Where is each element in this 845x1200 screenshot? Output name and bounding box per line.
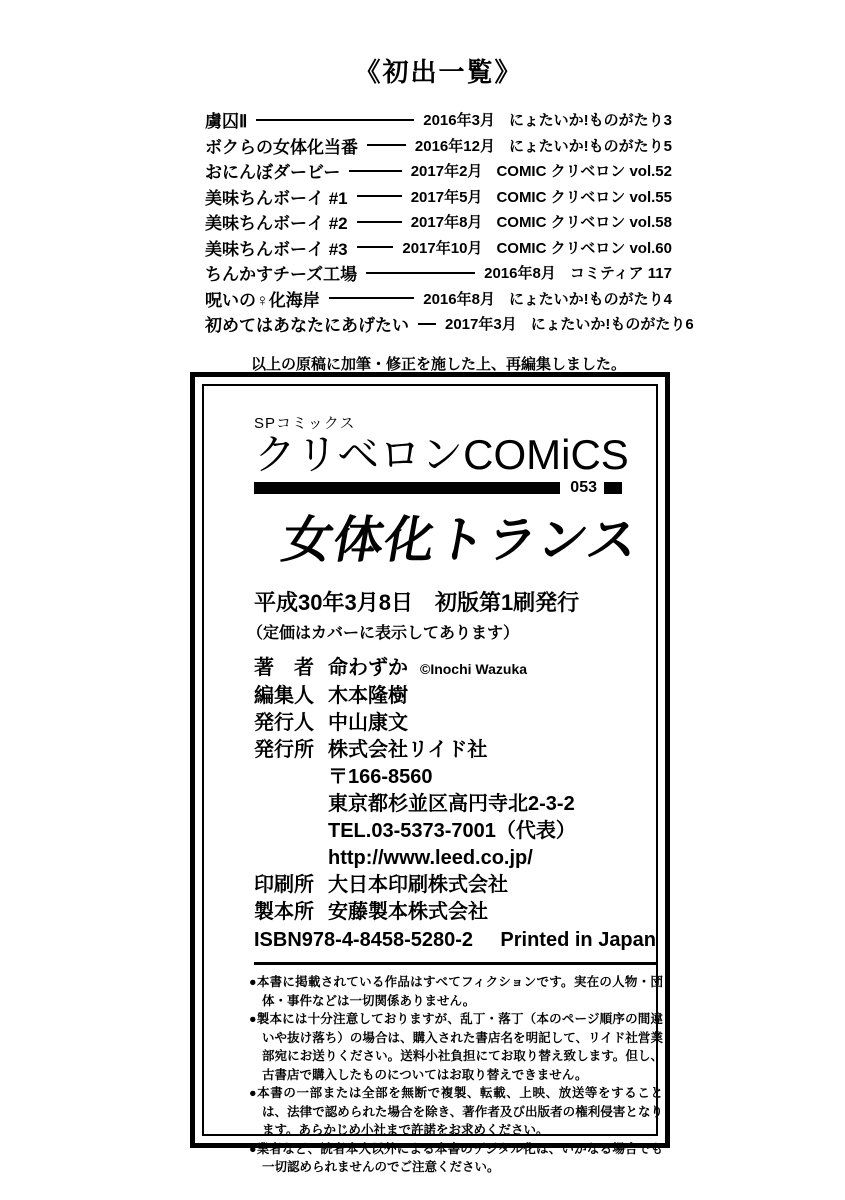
work-date: 2016年8月 — [484, 265, 556, 283]
credit-row — [254, 655, 656, 683]
credit-row — [254, 683, 656, 710]
work-title: 初めてはあなたにあげたい — [205, 316, 409, 336]
leader-line — [418, 323, 436, 325]
work-source: にょたいか!ものがたり5 — [508, 137, 672, 155]
credit-row — [254, 818, 656, 845]
work-source: にょたいか!ものがたり6 — [530, 316, 694, 334]
work-date: 2016年3月 — [423, 112, 495, 130]
work-source: COMIC クリベロン vol.55 — [496, 188, 672, 206]
credit-label: 印刷所 — [254, 874, 314, 897]
credit-row — [254, 845, 656, 872]
work-title: ちんかすチーズ工場 — [205, 265, 358, 285]
leader-line — [329, 297, 414, 299]
colophon-box — [190, 372, 670, 1175]
work-row — [205, 286, 672, 312]
credit-label: 発行所 — [254, 739, 314, 762]
volume-number: 053 — [570, 479, 597, 497]
work-source: コミティア 117 — [569, 265, 672, 283]
credit-value: 安藤製本株式会社 — [328, 901, 488, 924]
volume-bar-row — [254, 479, 622, 497]
work-date: 2017年8月 — [410, 214, 483, 232]
price-note: （定価はカバーに表示してあります） — [247, 625, 520, 643]
work-title: 美味ちんボーイ #1 — [205, 188, 348, 208]
colophon-inner-frame — [202, 384, 663, 1175]
section-heading: 《初出一覧》 — [354, 57, 523, 87]
credit-row — [254, 899, 656, 926]
isbn-number: ISBN978-4-8458-5280-2 — [254, 929, 474, 952]
work-source: にょたいか!ものがたり3 — [508, 112, 672, 130]
series-label: SPコミックス — [254, 415, 356, 432]
credit-value: 木本隆樹 — [328, 685, 408, 708]
work-source: COMIC クリベロン vol.52 — [496, 163, 672, 181]
leader-line — [357, 195, 402, 197]
credit-row — [254, 764, 656, 791]
work-date: 2017年2月 — [410, 163, 483, 181]
work-row — [205, 107, 672, 133]
work-date: 2017年5月 — [410, 188, 483, 206]
publisher-address: 東京都杉並区高円寺北2-3-2 — [328, 793, 575, 816]
notice-digitization: ●業者など、読者本人以外による本書のデジタル化は、いかなる場合でも一切認められませんのでご注意ください。 — [249, 1141, 663, 1175]
notice-copyright: ●本書の一部または全部を無断で複製、転載、上映、放送等をすることは、法律で認められた場合を除き、著作者及び出版者の権利侵害となります。あらかじめ小社まで許諾をお求めください。 — [249, 1086, 663, 1138]
leader-line — [349, 170, 401, 172]
credit-copyright: ©Inochi Wazuka — [420, 661, 528, 678]
work-row — [205, 235, 672, 261]
work-row — [205, 311, 694, 337]
credit-label: 著 者 — [254, 657, 314, 680]
work-row — [205, 209, 672, 235]
book-title: 女体化トランス — [277, 512, 644, 569]
credit-row — [254, 710, 656, 737]
work-title: ボクらの女体化当番 — [205, 137, 358, 157]
work-source: にょたいか!ものがたり4 — [508, 290, 672, 308]
notice-binding: ●製本には十分注意しておりますが、乱丁・落丁（本のページ順序の間違いや抜け落ち）の場合は、購入された書店名を明記して、リイド社営業部宛にお送りください。送料小社負担にてお取り替え致します。但し、古書店で購入したものについてはお取り替えできません。 — [249, 1012, 663, 1082]
work-row — [205, 260, 672, 286]
printed-in-japan: Printed in Japan — [500, 929, 656, 952]
credit-label: 発行人 — [254, 712, 314, 735]
reedit-note: 以上の原稿に加筆・修正を施した上、再編集しました。 — [250, 355, 626, 373]
publisher-postal-code: 〒166-8560 — [328, 766, 433, 789]
volume-bar — [254, 482, 560, 494]
divider-rule — [254, 962, 656, 965]
volume-end-square — [604, 482, 622, 494]
work-date: 2016年12月 — [414, 137, 495, 155]
credit-value: 中山康文 — [328, 712, 408, 735]
leader-line — [367, 144, 406, 146]
credit-label: 製本所 — [254, 901, 314, 924]
leader-line — [357, 221, 402, 223]
work-row — [205, 158, 672, 184]
work-date: 2017年3月 — [445, 316, 517, 334]
credit-row — [254, 872, 656, 899]
publisher-url: http://www.leed.co.jp/ — [328, 847, 533, 870]
leader-line — [256, 119, 414, 121]
work-row — [205, 133, 672, 159]
leader-line — [366, 272, 475, 274]
credit-value: 株式会社リイド社 — [328, 739, 488, 762]
isbn-row — [254, 927, 656, 954]
work-title: おにんぼダービー — [205, 163, 341, 183]
work-title: 美味ちんボーイ #2 — [205, 214, 348, 234]
work-date: 2017年10月 — [402, 239, 483, 257]
work-title: 虜囚Ⅱ — [205, 112, 248, 132]
imprint-logo: クリベロンCOMiCS — [254, 431, 629, 478]
credit-value: 命わずか — [328, 657, 408, 680]
work-date: 2016年8月 — [423, 290, 495, 308]
credit-label: 編集人 — [254, 685, 314, 708]
first-publication-section — [205, 52, 694, 374]
credits-block — [254, 655, 656, 926]
legal-notices — [249, 973, 663, 1177]
credit-row — [254, 791, 656, 818]
work-row — [205, 184, 672, 210]
work-source: COMIC クリベロン vol.58 — [496, 214, 672, 232]
credit-row — [254, 737, 656, 764]
leader-line — [357, 246, 394, 248]
publisher-telephone: TEL.03-5373-7001（代表） — [328, 820, 576, 843]
work-title: 美味ちんボーイ #3 — [205, 239, 348, 259]
work-title: 呪いの♀化海岸 — [205, 290, 320, 310]
credit-value: 大日本印刷株式会社 — [328, 874, 508, 897]
work-source: COMIC クリベロン vol.60 — [496, 239, 672, 257]
edition-line: 平成30年3月8日 初版第1刷発行 — [254, 590, 580, 616]
notice-fiction: ●本書に掲載されている作品はすべてフィクションです。実在の人物・団体・事件などは一切関係ありません。 — [249, 975, 663, 1008]
